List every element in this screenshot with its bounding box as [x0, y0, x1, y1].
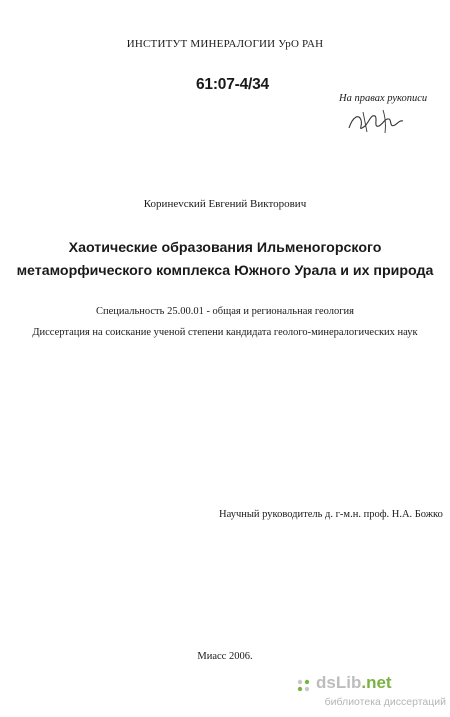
manuscript-rights-note: На правах рукописи: [339, 93, 428, 104]
degree-line: Диссертация на соискание ученой степени кандидата геолого-минералогических наук: [32, 327, 418, 338]
title-line-2: метаморфического комплекса Южного Урала и их природа: [16, 263, 434, 279]
watermark-brand: [316, 673, 392, 693]
watermark-brand-main: dsLib: [316, 673, 362, 692]
handwritten-signature: [345, 106, 405, 136]
institute-header: ИНСТИТУТ МИНЕРАЛОГИИ УрО РАН: [126, 38, 324, 50]
watermark-logo-icon: [296, 677, 312, 697]
scientific-supervisor: Научный руководитель д. г-м.н. проф. Н.А. Божко: [219, 509, 443, 520]
udc-code: 61:07-4/34: [196, 76, 269, 93]
watermark-subtitle: библиотека диссертаций: [324, 696, 446, 708]
dslib-watermark: [296, 673, 446, 713]
place-and-year: Миасс 2006.: [197, 651, 253, 662]
specialty-line: Специальность 25.00.01 - общая и региональная геология: [95, 306, 355, 317]
watermark-brand-tld: .net: [361, 673, 392, 692]
dissertation-title: [0, 237, 450, 283]
author-name: Коринevский Евгений Викторович: [143, 198, 307, 210]
title-line-1: Хаотические образования Ильменогорского: [68, 240, 382, 256]
